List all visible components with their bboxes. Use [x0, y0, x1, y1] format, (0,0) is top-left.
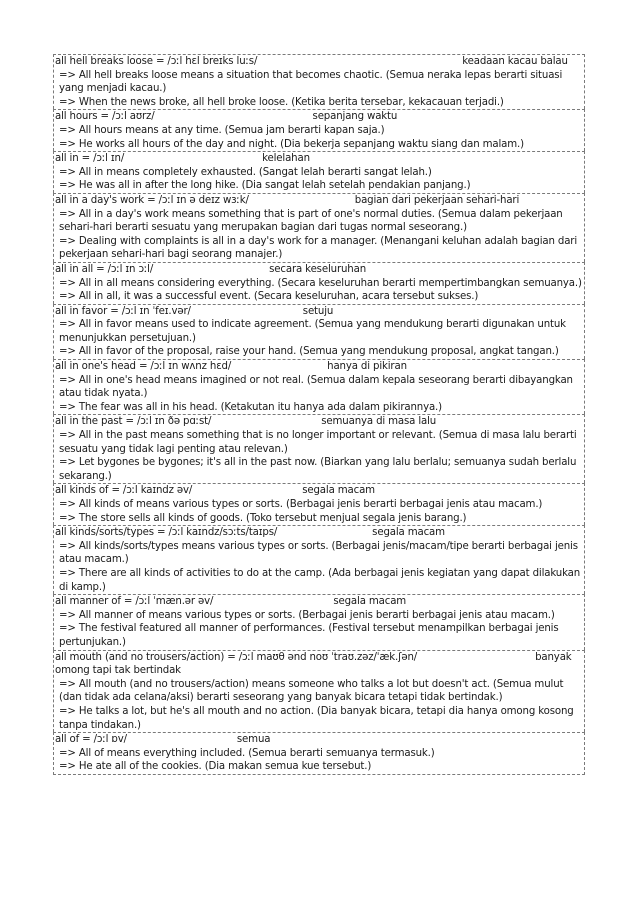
idiom-entry	[53, 54, 585, 109]
idiom-definition: => All manner of means various types or sorts. (Berbagai jenis berarti berbagai jenis atau macam.)	[59, 609, 555, 621]
idiom-meaning: kelelahan	[262, 153, 310, 165]
idiom-heading	[55, 415, 583, 429]
idiom-entry	[53, 262, 585, 304]
idiom-term: all of = /ɔːl ɒv/	[55, 734, 127, 746]
idiom-term: all in all = /ɔːl ɪn ɔːl/	[55, 263, 154, 275]
idiom-definition: => All mouth (and no trousers/action) means someone who talks a lot but doesn't act. (Semua mulut (dan tidak ada celana/aksi) berarti seseorang yang banyak bicara tetapi tidak bertindak.)	[59, 678, 564, 704]
idiom-heading	[55, 194, 583, 208]
idiom-term: all in a day's work = /ɔːl ɪn ə deɪz wɜːk/	[55, 194, 249, 206]
idiom-term: all kinds/sorts/types = /ɔːl kaɪndz/sɔːts/taɪps/	[55, 527, 278, 539]
idiom-meaning: segala macam	[333, 596, 407, 608]
idiom-heading	[55, 305, 583, 319]
idiom-entry	[53, 594, 585, 649]
idiom-example: => Dealing with complaints is all in a day's work for a manager. (Menangani keluhan adalah bagian dari pekerjaan sehari-hari bagi seorang manajer.)	[59, 235, 578, 261]
idiom-heading	[55, 152, 583, 166]
idiom-entry	[53, 359, 585, 414]
idiom-meaning: keadaan kacau balau	[462, 56, 568, 67]
idiom-meaning: segala macam	[302, 485, 375, 497]
idiom-heading	[55, 110, 583, 124]
idiom-entry	[53, 109, 585, 151]
idiom-entry	[53, 732, 585, 775]
idiom-entry	[53, 414, 585, 483]
idiom-heading	[55, 526, 583, 540]
idiom-term: all in favor = /ɔːl ɪn ˈfeɪ.vər/	[55, 305, 191, 317]
idiom-heading	[55, 595, 583, 609]
idiom-term: all in = /ɔːl ɪn/	[55, 153, 125, 165]
idiom-definition: => All kinds/sorts/types means various types or sorts. (Berbagai jenis/macam/tipe berarti berbagai jenis atau macam.)	[59, 540, 578, 566]
idiom-example: => When the news broke, all hell broke loose. (Ketika berita tersebar, kekacauan terjadi.)	[59, 96, 504, 108]
idiom-example: => Let bygones be bygones; it's all in the past now. (Biarkan yang lalu berlalu; semuanya sudah berlalu sekarang.)	[59, 457, 577, 482]
idiom-term: all hell breaks loose = /ɔːl hɛl breɪks luːs/	[55, 56, 258, 67]
idiom-entry	[53, 304, 585, 359]
idiom-meaning: semua	[236, 734, 271, 746]
idiom-example: => There are all kinds of activities to do at the camp. (Ada berbagai jenis kegiatan yang dapat dilakukan di kamp.)	[59, 567, 581, 593]
idiom-term: all manner of = /ɔːl ˈmæn.ər əv/	[55, 596, 214, 608]
idiom-definition: => All in means completely exhausted. (Sangat lelah berarti sangat lelah.)	[59, 166, 432, 178]
idiom-definition: => All in all means considering everything. (Secara keseluruhan berarti mempertimbangkan semuanya.)	[59, 277, 582, 289]
idiom-term: all in one's head = /ɔːl ɪn wʌnz hɛd/	[55, 361, 232, 373]
idiom-definition: => All in the past means something that is no longer important or relevant. (Semua di masa lalu berarti sesuatu yang tidak lagi penting atau relevan.)	[59, 430, 577, 455]
idiom-definition: => All kinds of means various types or sorts. (Berbagai jenis berarti berbagai jenis atau macam.)	[59, 499, 543, 510]
idiom-term: all hours = /ɔːl aʊrz/	[55, 111, 155, 123]
idiom-meaning: semuanya di masa lalu	[321, 416, 437, 428]
idiom-entry	[53, 483, 585, 525]
idiom-meaning: sepanjang waktu	[312, 111, 398, 123]
idiom-example: => He talks a lot, but he's all mouth and no action. (Dia banyak bicara, tetapi dia hanya omong kosong tanpa tindakan.)	[59, 705, 574, 731]
idiom-entry	[53, 650, 585, 733]
idiom-heading	[55, 55, 583, 69]
idiom-term: all kinds of = /ɔːl kaɪndz əv/	[55, 485, 193, 497]
idiom-definition: => All in one's head means imagined or not real. (Semua dalam kepala seseorang berarti dibayangkan atau tidak nyata.)	[59, 374, 573, 400]
idiom-example: => He works all hours of the day and night. (Dia bekerja sepanjang waktu siang dan malam.)	[59, 138, 524, 150]
idiom-example: => The festival featured all manner of performances. (Festival tersebut menampilkan berbagai jenis pertunjukan.)	[59, 623, 559, 648]
idiom-example: => He ate all of the cookies. (Dia makan semua kue tersebut.)	[59, 761, 372, 773]
idiom-meaning: setuju	[302, 305, 334, 317]
idiom-example: => He was all in after the long hike. (Dia sangat lelah setelah pendakian panjang.)	[59, 180, 471, 192]
idiom-heading	[55, 733, 583, 747]
idiom-heading	[55, 360, 583, 374]
idiom-term: all in the past = /ɔːl ɪn ðə pɑːst/	[55, 416, 212, 428]
idiom-example: => The fear was all in his head. (Ketakutan itu hanya ada dalam pikirannya.)	[59, 401, 442, 413]
idiom-meaning: segala macam	[372, 527, 445, 539]
idiom-definition: => All in a day's work means something that is part of one's normal duties. (Semua dalam pekerjaan sehari-hari berarti sesuatu yang merupakan bagian dari tugas normal seseorang.)	[59, 208, 563, 234]
idiom-meaning: hanya di pikiran	[327, 361, 407, 373]
idiom-example: => All in all, it was a successful event. (Secara keseluruhan, acara tersebut sukses.)	[59, 291, 479, 303]
idiom-entry	[53, 151, 585, 193]
idiom-definition: => All hours means at any time. (Semua jam berarti kapan saja.)	[59, 124, 385, 136]
idiom-example: => The store sells all kinds of goods. (Toko tersebut menjual segala jenis barang.)	[59, 512, 467, 524]
idiom-meaning: bagian dari pekerjaan sehari-hari	[354, 194, 520, 206]
idiom-definition: => All in favor means used to indicate agreement. (Semua yang mendukung berarti digunakan untuk menunjukkan persetujuan.)	[59, 319, 566, 344]
idiom-example: => All in favor of the proposal, raise your hand. (Semua yang mendukung proposal, angkat tangan.)	[59, 346, 559, 358]
idiom-heading	[55, 651, 583, 678]
idiom-meaning: banyak omong tapi tak bertindak	[55, 651, 572, 677]
idiom-definition: => All hell breaks loose means a situation that becomes chaotic. (Semua neraka lepas berarti situasi yang menjadi kacau.)	[59, 69, 563, 95]
idiom-term: all mouth (and no trousers/action) = /ɔːl maʊθ ənd noʊ ˈtraʊ.zəz/ˈæk.ʃən/	[55, 651, 418, 663]
idiom-definition: => All of means everything included. (Semua berarti semuanya termasuk.)	[59, 747, 435, 759]
idiom-entry	[53, 193, 585, 262]
idiom-list	[53, 54, 585, 775]
idiom-heading	[55, 263, 583, 277]
idiom-meaning: secara keseluruhan	[269, 263, 366, 275]
idiom-heading	[55, 484, 583, 498]
idiom-entry	[53, 525, 585, 594]
